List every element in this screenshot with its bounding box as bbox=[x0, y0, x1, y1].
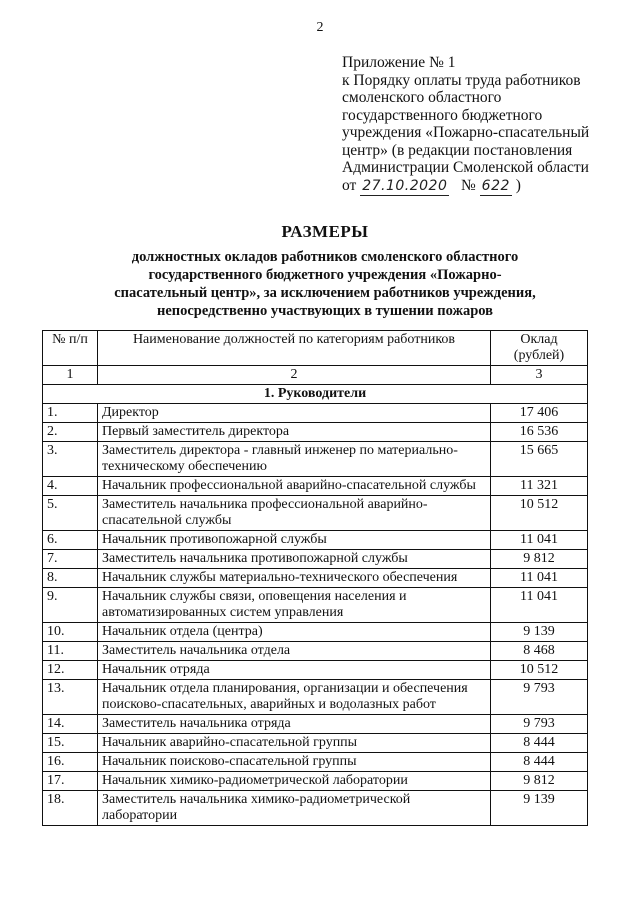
row-number: 3. bbox=[43, 442, 98, 477]
date-prefix: от bbox=[342, 176, 357, 194]
row-number: 18. bbox=[43, 791, 98, 826]
annex-line: центр» (в редакции постановления bbox=[342, 141, 573, 159]
position-name: Заместитель начальника химико-радиометрической лаборатории bbox=[98, 791, 491, 826]
table-row bbox=[43, 442, 588, 477]
table-row bbox=[43, 588, 588, 623]
position-name: Начальник поисково-спасательной группы bbox=[98, 753, 491, 772]
position-name: Заместитель начальника профессиональной аварийно-спасательной службы bbox=[98, 496, 491, 531]
table-row bbox=[43, 550, 588, 569]
position-name: Первый заместитель директора bbox=[98, 423, 491, 442]
salary-value: 15 665 bbox=[491, 442, 588, 477]
table-row bbox=[43, 661, 588, 680]
salary-value: 8 468 bbox=[491, 642, 588, 661]
row-number: 13. bbox=[43, 680, 98, 715]
title-main: РАЗМЕРЫ bbox=[281, 222, 369, 241]
salary-value: 9 793 bbox=[491, 680, 588, 715]
document-title bbox=[60, 222, 590, 320]
row-number: 1. bbox=[43, 404, 98, 423]
row-number: 17. bbox=[43, 772, 98, 791]
column-index: 2 bbox=[98, 366, 491, 385]
salary-value: 10 512 bbox=[491, 496, 588, 531]
title-sub-line: спасательный центр», за исключением работников учреждения, bbox=[114, 285, 536, 301]
salary-value: 9 139 bbox=[491, 623, 588, 642]
position-name: Начальник отряда bbox=[98, 661, 491, 680]
table-row bbox=[43, 477, 588, 496]
annex-line: Администрации Смоленской области bbox=[342, 159, 589, 176]
salary-value: 11 041 bbox=[491, 531, 588, 550]
title-sub-line: должностных окладов работников смоленского областного bbox=[131, 249, 519, 265]
salary-table bbox=[42, 330, 588, 826]
salary-value: 9 812 bbox=[491, 550, 588, 569]
column-index-row bbox=[43, 366, 588, 385]
column-index: 1 bbox=[43, 366, 98, 385]
row-number: 8. bbox=[43, 569, 98, 588]
table-row bbox=[43, 496, 588, 531]
title-sub-line: непосредственно участвующих в тушении пожаров bbox=[156, 303, 494, 319]
position-name: Начальник противопожарной службы bbox=[98, 531, 491, 550]
row-number: 11. bbox=[43, 642, 98, 661]
annex-line: смоленского областного bbox=[342, 89, 502, 106]
table-row bbox=[43, 531, 588, 550]
header-num: № п/п bbox=[43, 331, 98, 366]
annex-date-number-row bbox=[342, 177, 612, 197]
salary-value: 9 793 bbox=[491, 715, 588, 734]
position-name: Заместитель начальника отряда bbox=[98, 715, 491, 734]
column-index: 3 bbox=[491, 366, 588, 385]
position-name: Начальник профессиональной аварийно-спасательной службы bbox=[98, 477, 491, 496]
position-name: Директор bbox=[98, 404, 491, 423]
salary-value: 11 041 bbox=[491, 569, 588, 588]
salary-value: 8 444 bbox=[491, 753, 588, 772]
salary-value: 10 512 bbox=[491, 661, 588, 680]
salary-value: 17 406 bbox=[491, 404, 588, 423]
annex-line: учреждения «Пожарно-спасательный bbox=[342, 124, 590, 141]
table-row bbox=[43, 715, 588, 734]
table-row bbox=[43, 623, 588, 642]
table-row bbox=[43, 791, 588, 826]
position-name: Начальник аварийно-спасательной группы bbox=[98, 734, 491, 753]
salary-value: 8 444 bbox=[491, 734, 588, 753]
header-salary: Оклад (рублей) bbox=[491, 331, 588, 366]
table-row bbox=[43, 680, 588, 715]
table-row bbox=[43, 753, 588, 772]
position-name: Заместитель директора - главный инженер по материально-техническому обеспечению bbox=[98, 442, 491, 477]
salary-value: 11 041 bbox=[491, 588, 588, 623]
position-name: Начальник отдела (центра) bbox=[98, 623, 491, 642]
row-number: 5. bbox=[43, 496, 98, 531]
number-prefix: № bbox=[461, 176, 476, 194]
page-number: 2 bbox=[316, 20, 324, 35]
salary-value: 9 139 bbox=[491, 791, 588, 826]
salary-value: 16 536 bbox=[491, 423, 588, 442]
row-number: 7. bbox=[43, 550, 98, 569]
row-number: 14. bbox=[43, 715, 98, 734]
annex-block bbox=[342, 54, 612, 196]
row-number: 9. bbox=[43, 588, 98, 623]
row-number: 2. bbox=[43, 423, 98, 442]
handwritten-number: 622 bbox=[480, 178, 512, 197]
header-name: Наименование должностей по категориям работников bbox=[98, 331, 491, 366]
table-header-row bbox=[43, 331, 588, 366]
position-name: Заместитель начальника отдела bbox=[98, 642, 491, 661]
table-row bbox=[43, 734, 588, 753]
annex-line: государственного бюджетного bbox=[342, 106, 543, 124]
closing-paren: ) bbox=[515, 176, 521, 194]
table-row bbox=[43, 642, 588, 661]
table-row bbox=[43, 404, 588, 423]
salary-value: 9 812 bbox=[491, 772, 588, 791]
row-number: 12. bbox=[43, 661, 98, 680]
table-row bbox=[43, 423, 588, 442]
position-name: Начальник службы материально-технического обеспечения bbox=[98, 569, 491, 588]
row-number: 4. bbox=[43, 477, 98, 496]
position-name: Начальник службы связи, оповещения населения и автоматизированных систем управления bbox=[98, 588, 491, 623]
row-number: 10. bbox=[43, 623, 98, 642]
row-number: 16. bbox=[43, 753, 98, 772]
row-number: 6. bbox=[43, 531, 98, 550]
section-row bbox=[43, 385, 588, 404]
salary-value: 11 321 bbox=[491, 477, 588, 496]
annex-line: Приложение № 1 bbox=[342, 54, 456, 71]
table-row bbox=[43, 569, 588, 588]
position-name: Начальник отдела планирования, организации и обеспечения поисково-спасательных, аварийных и водолазных работ bbox=[98, 680, 491, 715]
section-title: 1. Руководители bbox=[43, 385, 588, 404]
title-sub-line: государственного бюджетного учреждения «Пожарно- bbox=[148, 267, 502, 283]
handwritten-date: 27.10.2020 bbox=[360, 178, 449, 197]
position-name: Начальник химико-радиометрической лаборатории bbox=[98, 772, 491, 791]
annex-line: к Порядку оплаты труда работников bbox=[342, 71, 581, 89]
table-row bbox=[43, 772, 588, 791]
position-name: Заместитель начальника противопожарной службы bbox=[98, 550, 491, 569]
row-number: 15. bbox=[43, 734, 98, 753]
